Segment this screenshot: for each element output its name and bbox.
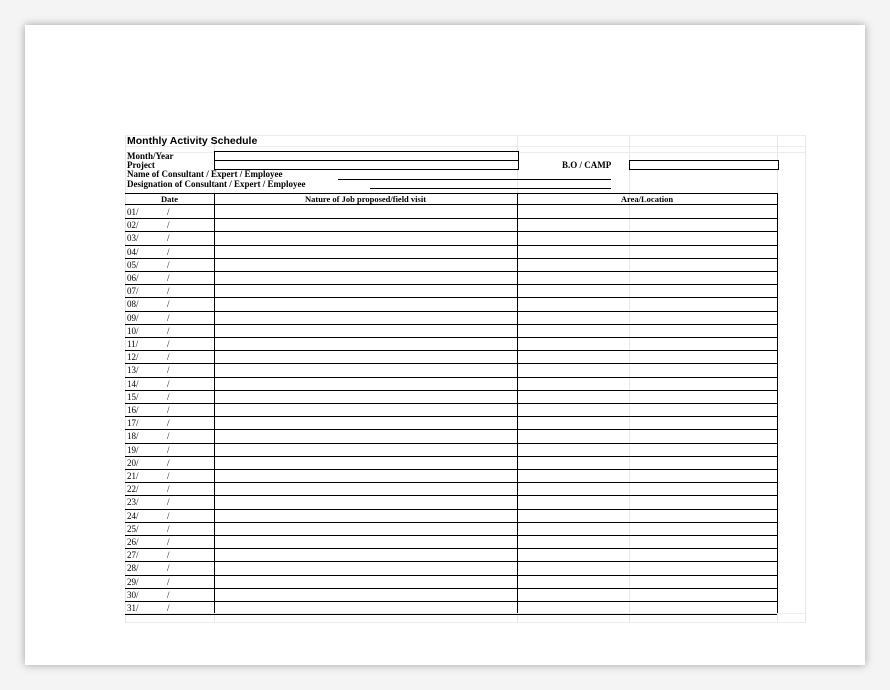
table-row[interactable] [125,363,777,377]
table-row[interactable] [125,561,777,575]
date-separator: / [167,444,170,455]
date-day-label: 19/ [127,444,139,455]
date-separator: / [167,378,170,389]
date-day-label: 22/ [127,484,139,495]
date-separator: / [167,299,170,310]
date-separator: / [167,259,170,270]
date-separator: / [167,207,170,217]
date-day-label: 31/ [127,603,139,613]
job-column-header: Nature of Job proposed/field visit [304,194,427,204]
consultant-name-field[interactable] [338,179,611,180]
table-row[interactable] [125,495,777,509]
date-separator: / [167,497,170,508]
month-year-label: Month/Year [127,151,174,161]
date-day-label: 17/ [127,418,139,429]
date-day-label: 06/ [127,273,139,283]
location-column-header: Area/Location [620,194,674,204]
date-day-label: 14/ [127,378,139,389]
date-day-label: 20/ [127,457,139,468]
date-day-label: 27/ [127,550,139,561]
date-day-label: 03/ [127,233,139,244]
date-day-label: 30/ [127,589,139,600]
date-separator: / [167,418,170,429]
date-day-label: 09/ [127,312,139,323]
column-divider [517,193,518,613]
table-row[interactable] [125,258,777,272]
date-separator: / [167,563,170,574]
table-row[interactable] [125,350,777,364]
date-day-label: 29/ [127,576,139,587]
date-separator: / [167,220,170,231]
table-row[interactable] [125,416,777,430]
table-row[interactable] [125,429,777,443]
designation-field[interactable] [370,188,611,189]
table-row[interactable] [125,218,777,232]
table-row[interactable] [125,324,777,338]
table-row[interactable] [125,509,777,523]
bo-camp-label: B.O / CAMP [562,160,612,170]
date-separator: / [167,576,170,587]
table-row[interactable] [125,337,777,351]
date-day-label: 28/ [127,563,139,574]
date-day-label: 15/ [127,391,139,402]
table-row[interactable] [125,443,777,457]
gridline [125,622,806,623]
date-day-label: 07/ [127,286,139,297]
column-divider [777,193,778,613]
date-day-label: 25/ [127,523,139,534]
date-day-label: 01/ [127,207,139,217]
date-day-label: 08/ [127,299,139,310]
date-day-label: 13/ [127,365,139,376]
table-row[interactable] [125,456,777,470]
date-separator: / [167,352,170,363]
table-row[interactable] [125,297,777,311]
date-separator: / [167,431,170,442]
table-row[interactable] [125,469,777,483]
date-day-label: 24/ [127,510,139,521]
form-title: Monthly Activity Schedule [127,135,258,147]
date-day-label: 16/ [127,405,139,415]
date-day-label: 05/ [127,259,139,270]
date-separator: / [167,325,170,336]
table-row[interactable] [125,271,777,285]
document-page [25,25,865,665]
date-day-label: 23/ [127,497,139,508]
table-row[interactable] [125,601,777,615]
project-label: Project [127,160,155,170]
date-day-label: 02/ [127,220,139,231]
consultant-name-label: Name of Consultant / Expert / Employee [127,169,283,179]
date-separator: / [167,510,170,521]
date-day-label: 18/ [127,431,139,442]
date-separator: / [167,273,170,283]
table-row[interactable] [125,588,777,602]
date-day-label: 04/ [127,246,139,257]
table-row[interactable] [125,482,777,496]
table-header [125,193,777,205]
date-separator: / [167,589,170,600]
date-separator: / [167,339,170,349]
date-separator: / [167,365,170,376]
date-separator: / [167,391,170,402]
table-row[interactable] [125,377,777,391]
date-day-label: 26/ [127,537,139,547]
date-separator: / [167,537,170,547]
table-row[interactable] [125,284,777,298]
date-separator: / [167,405,170,415]
table-row[interactable] [125,311,777,325]
table-row[interactable] [125,522,777,536]
table-row[interactable] [125,575,777,589]
date-column-header: Date [161,194,178,204]
table-row[interactable] [125,390,777,404]
date-separator: / [167,246,170,257]
schedule-sheet [125,135,806,623]
date-separator: / [167,523,170,534]
gridline [805,135,806,623]
table-row[interactable] [125,245,777,259]
date-day-label: 12/ [127,352,139,363]
date-day-label: 11/ [127,339,139,349]
date-day-label: 21/ [127,471,139,481]
date-separator: / [167,312,170,323]
date-separator: / [167,286,170,297]
table-row[interactable] [125,205,777,219]
date-separator: / [167,550,170,561]
date-separator: / [167,603,170,613]
date-separator: / [167,484,170,495]
date-separator: / [167,457,170,468]
table-row[interactable] [125,231,777,245]
table-row[interactable] [125,548,777,562]
table-row[interactable] [125,403,777,417]
table-row[interactable] [125,535,777,549]
designation-label: Designation of Consultant / Expert / Employee [127,179,306,189]
bo-camp-field[interactable] [629,160,779,170]
date-day-label: 10/ [127,325,139,336]
date-separator: / [167,233,170,244]
date-separator: / [167,471,170,481]
column-divider [214,193,215,613]
